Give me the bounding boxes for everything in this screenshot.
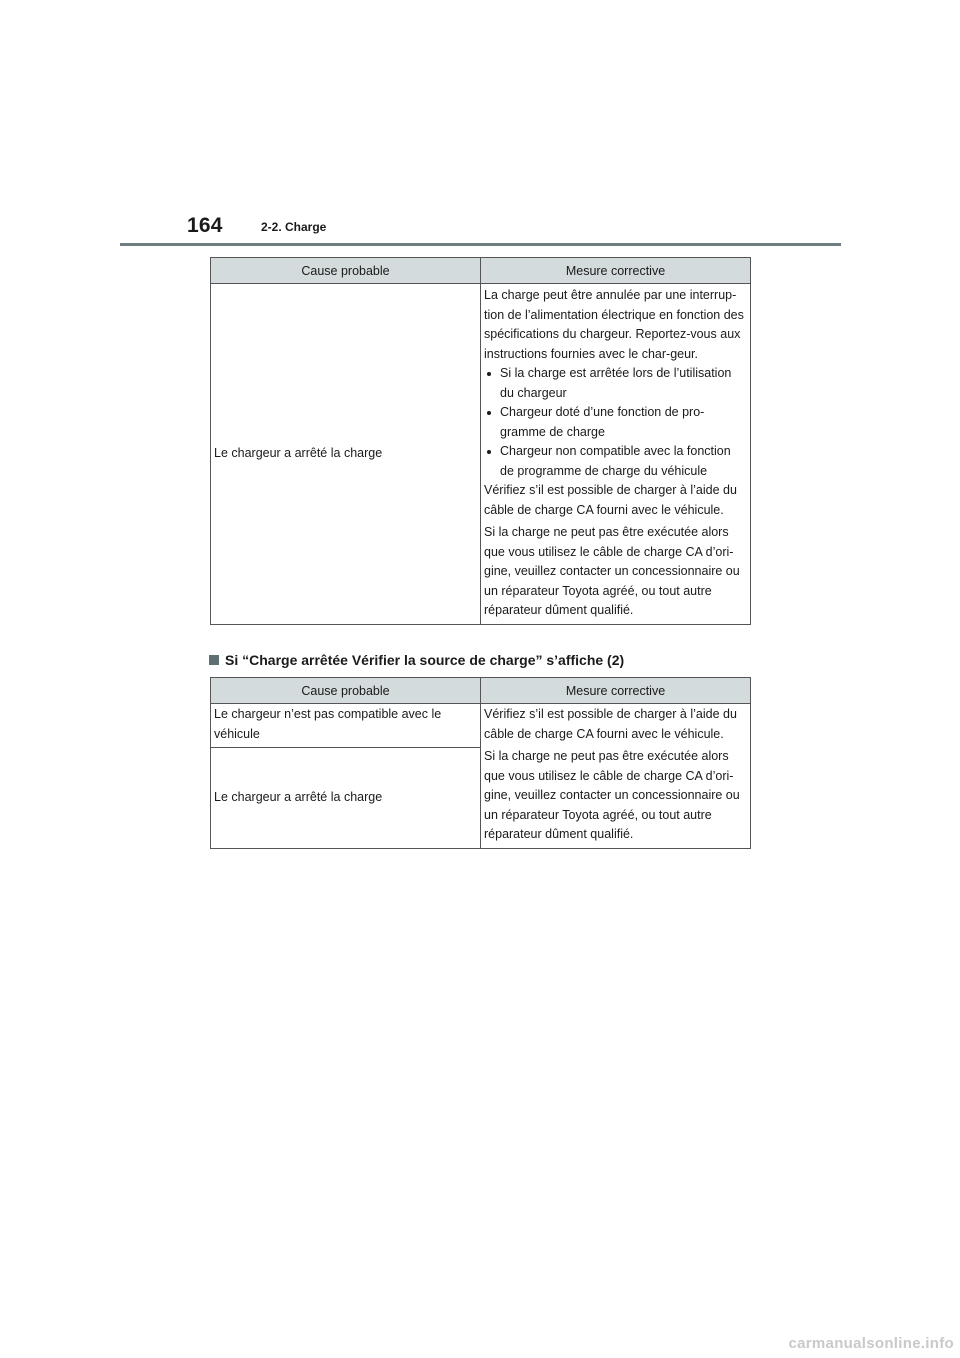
table-row <box>211 284 751 625</box>
column-header-cause: Cause probable <box>211 678 481 704</box>
section-heading-text: Si “Charge arrêtée Vérifier la source de charge” s’affiche (2) <box>225 652 625 668</box>
column-header-measure: Mesure corrective <box>481 678 751 704</box>
column-header-measure: Mesure corrective <box>481 258 751 284</box>
square-bullet-icon <box>209 655 219 665</box>
list-item: Chargeur doté d’une fonction de pro-gramme de charge <box>484 403 746 442</box>
measure-check: Vérifiez s’il est possible de charger à l’aide du câble de charge CA fourni avec le véhicule. <box>484 483 737 517</box>
measure-contact: Si la charge ne peut pas être exécutée alors que vous utilisez le câble de charge CA d’ori-gine, veuillez contacter un concessionnaire ou un réparateur Toyota agréé, ou tout autre réparateur dûment qualifié. <box>484 525 740 617</box>
cause-text: Le chargeur n’est pas compatible avec le véhicule <box>214 707 442 741</box>
bullet-list <box>484 364 746 481</box>
list-item: Si la charge est arrêtée lors de l’utilisation du chargeur <box>484 364 746 403</box>
measure-intro: La charge peut être annulée par une interrup-tion de l’alimentation électrique en fonction des spécifications du chargeur. Reportez-vous aux instructions fournies avec le char-geur. <box>484 288 744 361</box>
watermark: carmanualsonline.info <box>788 1334 954 1352</box>
cause-text: Le chargeur a arrêté la charge <box>214 790 383 804</box>
header-divider <box>120 243 841 246</box>
table-row <box>211 704 751 748</box>
list-item: Chargeur non compatible avec la fonction de programme de charge du véhicule <box>484 442 746 481</box>
table-header-row <box>211 258 751 284</box>
measure-check: Vérifiez s’il est possible de charger à l’aide du câble de charge CA fourni avec le véhicule. <box>484 707 737 741</box>
cause-cell <box>211 284 481 625</box>
measure-cell <box>481 284 751 625</box>
cause-text: Le chargeur a arrêté la charge <box>214 446 383 460</box>
section-heading <box>209 652 624 668</box>
column-header-cause: Cause probable <box>211 258 481 284</box>
cause-table-2 <box>210 677 751 849</box>
table-header-row <box>211 678 751 704</box>
page-number: 164 <box>187 214 223 237</box>
cause-cell <box>211 748 481 849</box>
cause-cell <box>211 704 481 748</box>
measure-contact: Si la charge ne peut pas être exécutée alors que vous utilisez le câble de charge CA d’ori-gine, veuillez contacter un concessionnaire ou un réparateur Toyota agréé, ou tout autre réparateur dûment qualifié. <box>484 749 740 841</box>
cause-table-1 <box>210 257 751 625</box>
section-title: 2-2. Charge <box>261 220 327 234</box>
measure-cell <box>481 704 751 849</box>
